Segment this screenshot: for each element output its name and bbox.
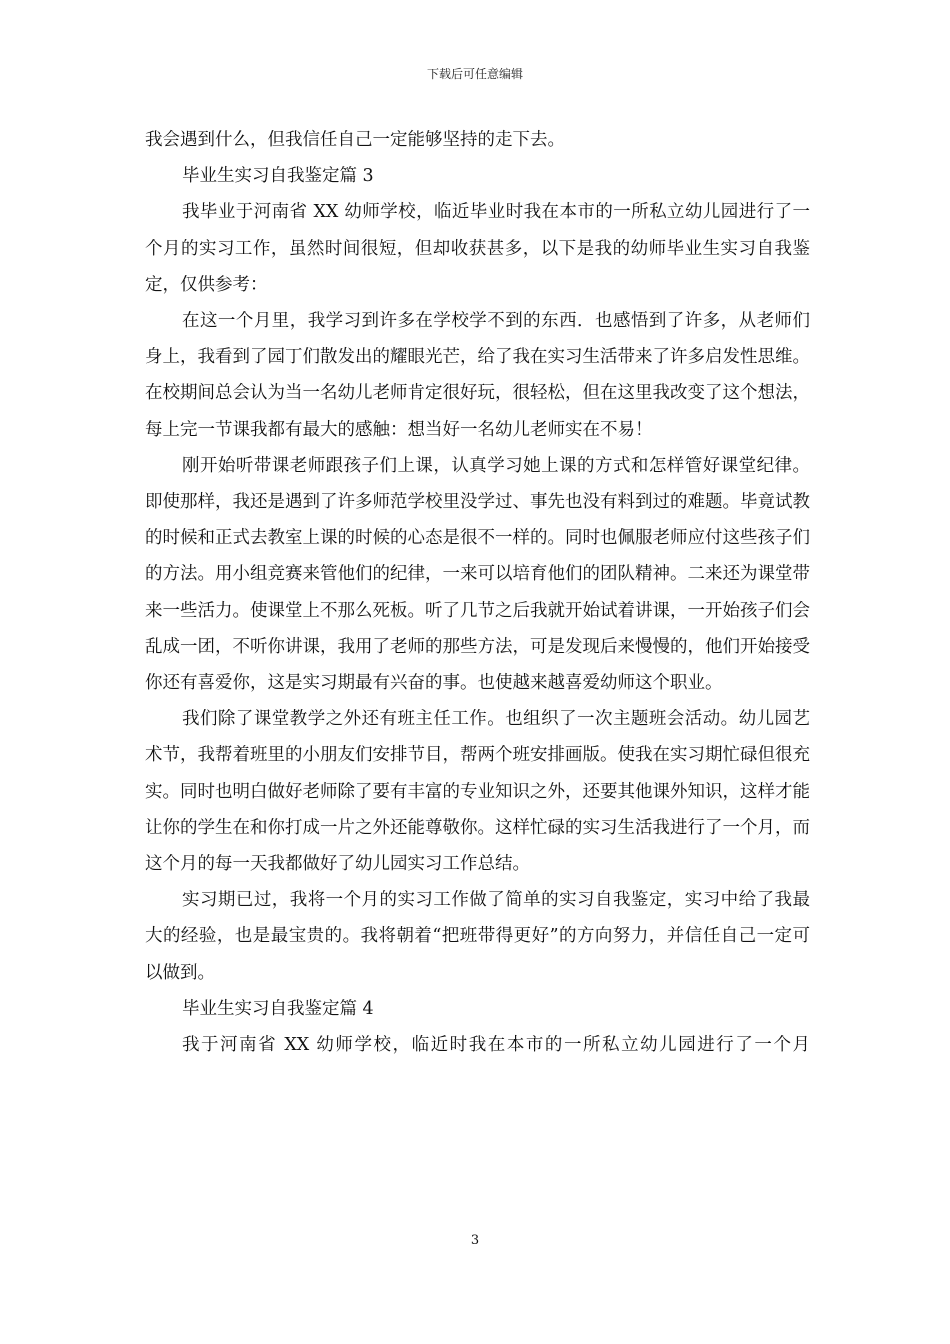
document-body xyxy=(145,122,810,1063)
page-number: 3 xyxy=(470,1233,480,1248)
paragraph-continuation: 我会遇到什么，但我信任自己一定能够坚持的走下去。 xyxy=(145,130,565,150)
paragraph-class-duties: 我们除了课堂教学之外还有班主任工作。也组织了一次主题班会活动。幼儿园艺术节，我帮着班里的小朋友们安排节目，帮两个班安排画版。使我在实习期忙碌但很充实。同时也明白做好老师除了要有丰富的专业知识之外，还要其他课外知识，这样才能让你的学生在和你打成一片之外还能尊敬你。这样忙碌的实习生活我进行了一个月，而这个月的每一天我都做好了幼儿园实习工作总结。 xyxy=(145,709,810,875)
section-heading-3: 毕业生实习自我鉴定篇 3 xyxy=(182,166,374,187)
paragraph-conclusion: 实习期已过，我将一个月的实习工作做了简单的实习自我鉴定，实习中给了我最大的经验，也是最宝贵的。我将朝着“把班带得更好”的方向努力，并信任自己一定可以做到。 xyxy=(145,890,810,983)
paragraph-teaching: 刚开始听带课老师跟孩子们上课，认真学习她上课的方式和怎样管好课堂纪律。即使那样，我还是遇到了许多师范学校里没学过、事先也没有料到过的难题。毕竟试教的时候和正式去教室上课的时候的心态是很不一样的。同时也佩服老师应付这些孩子们的方法。用小组竞赛来管他们的纪律，一来可以培育他们的团队精神。二来还为课堂带来一些活力。使课堂上不那么死板。听了几节之后我就开始试着讲课，一开始孩子们会乱成一团，不听你讲课，我用了老师的那些方法，可是发现后来慢慢的，他们开始接受你还有喜爱你，这是实习期最有兴奋的事。也使越来越喜爱幼师这个职业。 xyxy=(145,455,810,694)
paragraph-intro-3: 我毕业于河南省 XX 幼师学校，临近毕业时我在本市的一所私立幼儿园进行了一个月的实习工作，虽然时间很短，但却收获甚多，以下是我的幼师毕业生实习自我鉴定，仅供参考： xyxy=(145,202,810,295)
paragraph-intro-4: 我于河南省 XX 幼师学校，临近时我在本市的一所私立幼儿园进行了一个月 xyxy=(182,1035,810,1056)
section-heading-4: 毕业生实习自我鉴定篇 4 xyxy=(182,998,374,1019)
paragraph-reflection: 在这一个月里，我学习到许多在学校学不到的东西．也感悟到了许多，从老师们身上，我看到了园丁们散发出的耀眼光芒，给了我在实习生活带来了许多启发性思维。在校期间总会认为当一名幼儿老师肯定很好玩，很轻松，但在这里我改变了这个想法，每上完一节课我都有最大的感触：想当好一名幼儿老师实在不易！ xyxy=(145,311,810,440)
page-header: 下载后可任意编辑 xyxy=(426,67,523,81)
